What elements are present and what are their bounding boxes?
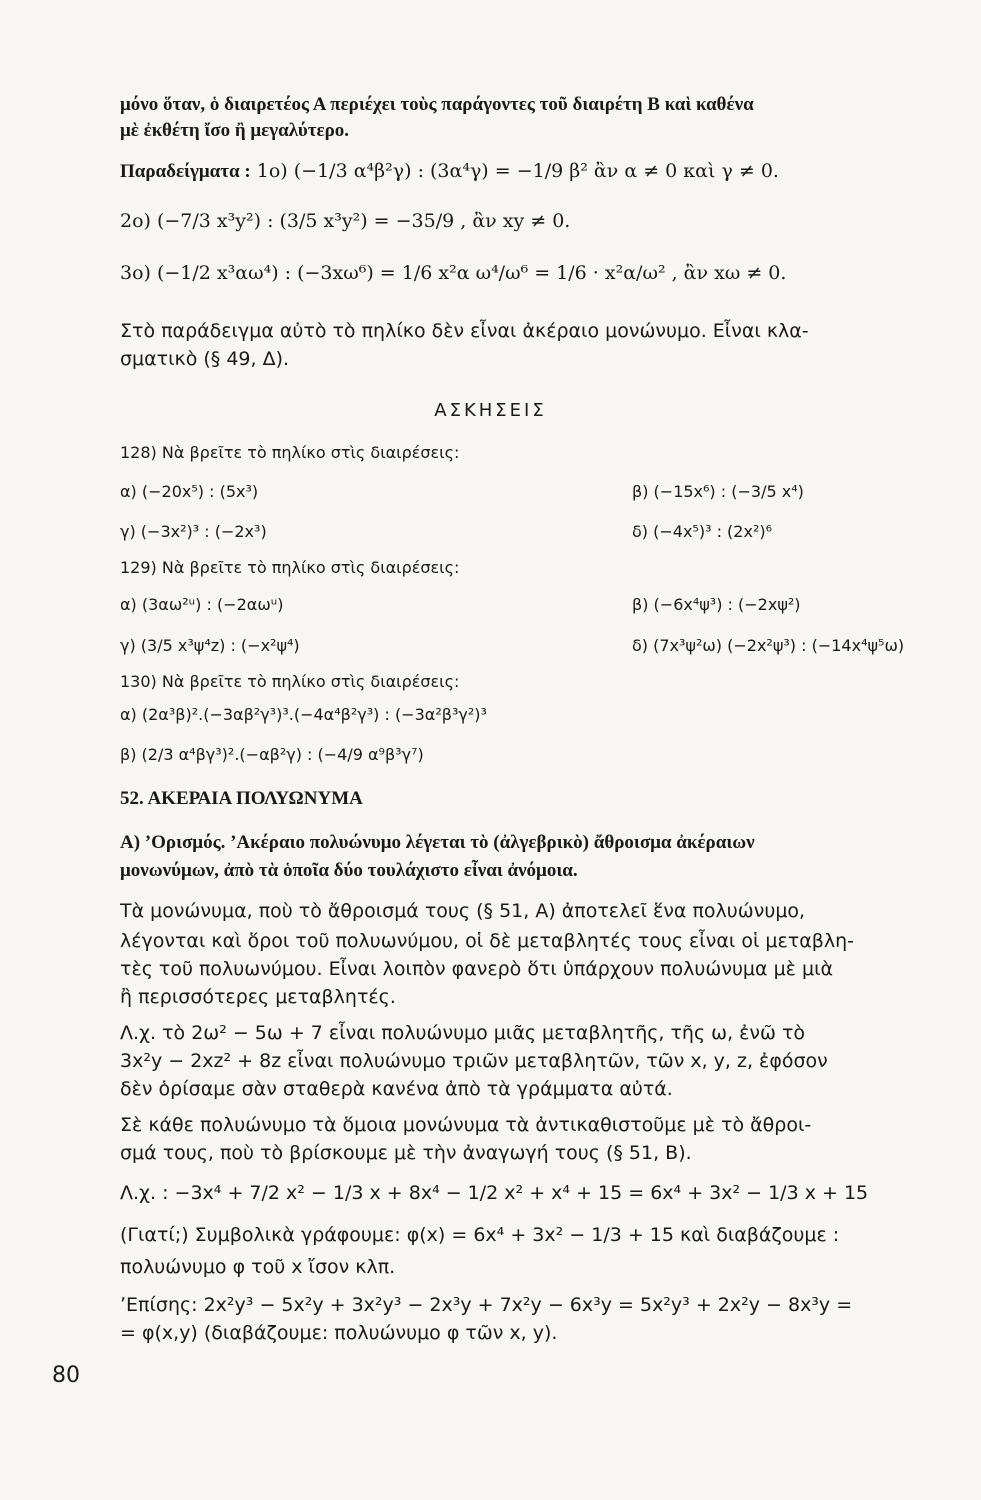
exercise-129-title: 129) Νὰ βρεῖτε τὸ πηλίκο στὶς διαιρέσεις:: [120, 558, 460, 577]
example-2: 2ο) (−7/3 x³y²) : (3/5 x³y²) = −35/9 , ἂν xy ≠ 0.: [120, 210, 571, 232]
example-3: 3ο) (−1/2 x³αω⁴) : (−3xω⁶) = 1/6 x²α ω⁴/ω⁶ = 1/6 · x²α/ω² , ἂν xω ≠ 0.: [120, 262, 787, 284]
paragraph-1-line-1: Τὰ μονώνυμα, ποὺ τὸ ἄθροισμά τους (§ 51, Α) ἀποτελεῖ ἕνα πολυώνυμο,: [120, 900, 806, 922]
examples-label: Παραδείγματα :: [120, 161, 251, 182]
page-number: 80: [52, 1363, 80, 1388]
exercise-128-c: γ) (−3x²)³ : (−2x³): [120, 522, 267, 541]
paragraph-3-line-4: (Γιατί;) Συμβολικὰ γράφουμε: φ(x) = 6x⁴ + 3x² − 1/3 + 15 καὶ διαβάζουμε :: [120, 1224, 840, 1246]
exercise-129-a: α) (3αω²ᵘ) : (−2αωᵘ): [120, 595, 284, 614]
paragraph-1-line-2: λέγονται καὶ ὅροι τοῦ πολυωνύμου, οἱ δὲ μεταβλητές τους εἶναι οἱ μεταβλη-: [120, 930, 854, 952]
definition-line-1: Α) ʼΟρισμός. ʼΑκέραιο πολυώνυμο λέγεται τὸ (ἀλγεβρικὸ) ἄθροισμα ἀκέραιων: [120, 832, 755, 853]
paragraph-4-line-2: = φ(x,y) (διαβάζουμε: πολυώνυμο φ τῶν x, y).: [120, 1322, 558, 1344]
exercise-128-title: 128) Νὰ βρεῖτε τὸ πηλίκο στὶς διαιρέσεις:: [120, 443, 460, 462]
exercise-129-b: β) (−6x⁴ψ³) : (−2xψ²): [632, 595, 801, 614]
definition-line-2: μονωνύμων, ἀπὸ τὰ ὁποῖα δύο τουλάχιστο εἶναι ἀνόμοια.: [120, 860, 578, 881]
intro-line-2: μὲ ἐκθέτη ἴσο ἢ μεγαλύτερο.: [120, 120, 349, 141]
paragraph-2-line-1: Λ.χ. τὸ 2ω² − 5ω + 7 εἶναι πολυώνυμο μιᾶς μεταβλητῆς, τῆς ω, ἐνῶ τὸ: [120, 1022, 806, 1044]
exercise-129-d: δ) (7x³ψ²ω) (−2x²ψ³) : (−14x⁴ψ⁵ω): [632, 636, 905, 655]
paragraph-3-line-2: σμά τους, ποὺ τὸ βρίσκουμε μὲ τὴν ἀναγωγή τους (§ 51, Β).: [120, 1142, 692, 1164]
example-1: [120, 160, 921, 183]
exercise-128-b: β) (−15x⁶) : (−3/5 x⁴): [632, 482, 804, 501]
exercise-129-c: γ) (3/5 x³ψ⁴z) : (−x²ψ⁴): [120, 636, 300, 655]
exercise-129-row-2: [120, 636, 921, 655]
paragraph-1-line-3: τὲς τοῦ πολυωνύμου. Εἶναι λοιπὸν φανερὸ ὅτι ὑπάρχουν πολυώνυμα μὲ μιὰ: [120, 958, 834, 980]
exercise-128-d: δ) (−4x⁵)³ : (2x²)⁶: [632, 522, 773, 541]
exercise-130-a: α) (2α³β)².(−3αβ²γ³)³.(−4α⁴β²γ³) : (−3α²β³γ²)³: [120, 705, 487, 724]
exercise-130-b: β) (2/3 α⁴βγ³)².(−αβ²γ) : (−4/9 α⁹β³γ⁷): [120, 745, 424, 764]
section-52-title: 52. ΑΚΕΡΑΙΑ ΠΟΛΥΩΝΥΜΑ: [120, 788, 363, 809]
paragraph-4-line-1: ʼΕπίσης: 2x²y³ − 5x²y + 3x²y³ − 2x³y + 7x²y − 6x³y = 5x²y³ + 2x²y − 8x³y =: [120, 1294, 853, 1316]
example-1-text: 1ο) (−1/3 α⁴β²γ) : (3α⁴γ) = −1/9 β² ἂν α ≠ 0 καὶ γ ≠ 0.: [256, 160, 779, 182]
exercise-130-title: 130) Νὰ βρεῖτε τὸ πηλίκο στὶς διαιρέσεις:: [120, 672, 460, 691]
paragraph-1-line-4: ἢ περισσότερες μεταβλητές.: [120, 986, 396, 1008]
exercise-129-row-1: [120, 595, 921, 614]
intro-line-1: μόνο ὅταν, ὁ διαιρετέος Α περιέχει τοὺς παράγοντες τοῦ διαιρέτη Β καὶ καθένα: [120, 94, 754, 115]
paragraph-3-line-5: πολυώνυμο φ τοῦ x ἴσον κλπ.: [120, 1256, 396, 1278]
paragraph-3-line-3: Λ.χ. : −3x⁴ + 7/2 x² − 1/3 x + 8x⁴ − 1/2 x² + x⁴ + 15 = 6x⁴ + 3x² − 1/3 x + 15: [120, 1182, 869, 1204]
note-line-2: σματικὸ (§ 49, Δ).: [120, 348, 290, 370]
exercise-128-a: α) (−20x⁵) : (5x³): [120, 482, 259, 501]
exercise-128-row-2: [120, 522, 921, 541]
exercise-128-row-1: [120, 482, 921, 501]
note-line-1: Στὸ παράδειγμα αὐτὸ τὸ πηλίκο δὲν εἶναι ἀκέραιο μονώνυμο. Εἶναι κλα-: [120, 320, 809, 342]
exercises-heading: ΑΣΚΗΣΕΙΣ: [434, 400, 547, 421]
paragraph-2-line-3: δὲν ὁρίσαμε σὰν σταθερὰ κανένα ἀπὸ τὰ γράμματα αὐτά.: [120, 1078, 673, 1100]
paragraph-3-line-1: Σὲ κάθε πολυώνυμο τὰ ὅμοια μονώνυμα τὰ ἀντικαθιστοῦμε μὲ τὸ ἄθροι-: [120, 1114, 812, 1136]
paragraph-2-line-2: 3x²y − 2xz² + 8z εἶναι πολυώνυμο τριῶν μεταβλητῶν, τῶν x, y, z, ἐφόσον: [120, 1050, 828, 1072]
